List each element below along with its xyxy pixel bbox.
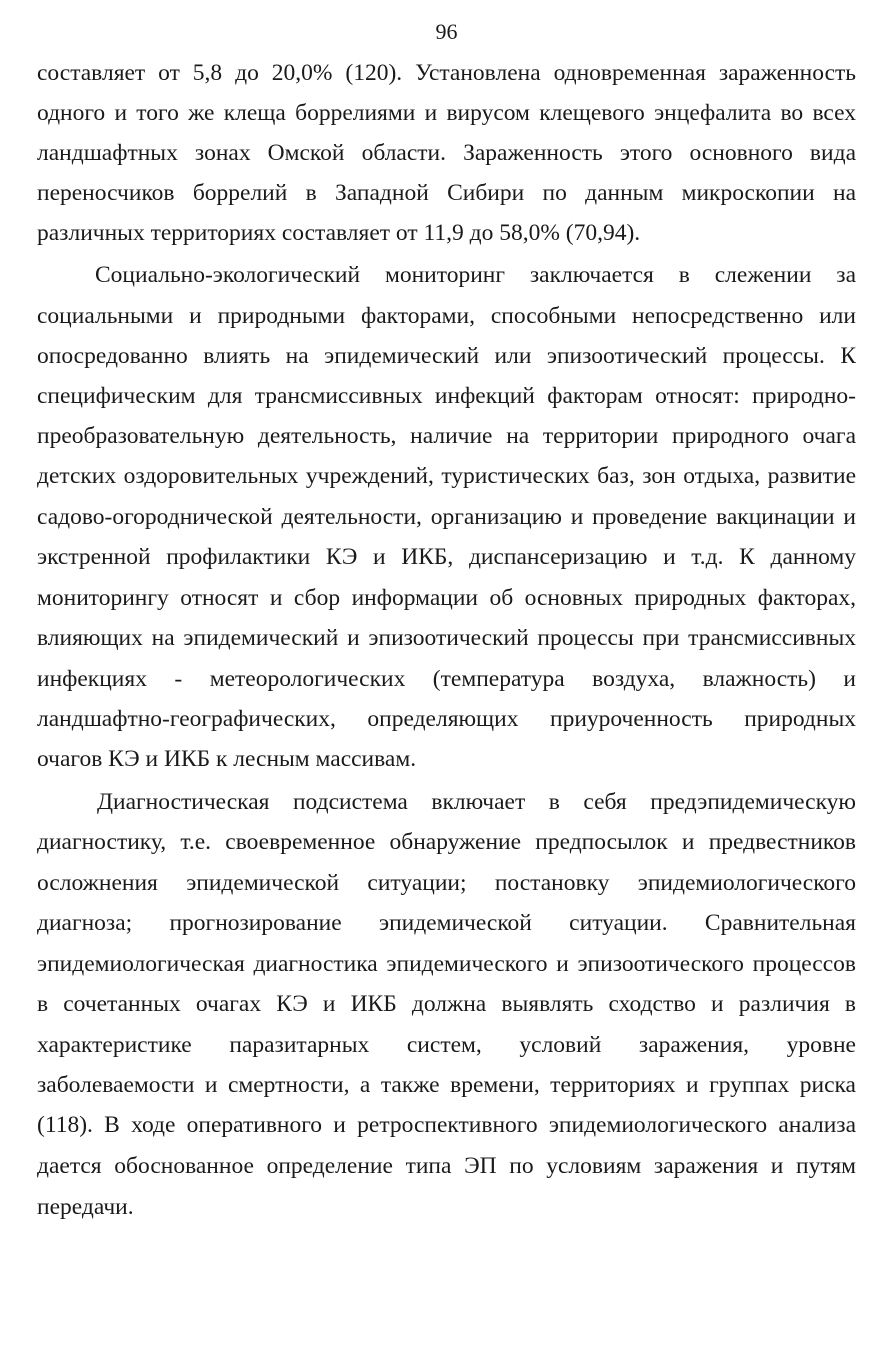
text-line: в сочетанных очагах КЭ и ИКБ должна выявлять сходство и различия в	[37, 991, 856, 1017]
text-line: детских оздоровительных учреждений, туристических баз, зон отдыха, развитие	[37, 463, 856, 489]
text-line: садово-огороднической деятельности, организацию и проведение вакцинации и	[37, 504, 856, 530]
text-line: Социально-экологический мониторинг заключается в слежении за	[95, 262, 856, 288]
text-line: (118). В ходе оперативного и ретроспективного эпидемиологического анализа	[37, 1112, 856, 1138]
text-line: влияющих на эпидемический и эпизоотический процессы при трансмиссивных	[37, 625, 856, 651]
text-line: характеристике паразитарных систем, условий заражения, уровне	[37, 1032, 856, 1058]
text-line: передачи.	[37, 1194, 134, 1220]
text-line: ландшафтных зонах Омской области. Зараженность этого основного вида	[37, 140, 856, 166]
page-number: 96	[435, 19, 458, 44]
text-line: специфическим для трансмиссивных инфекций факторам относят: природно-	[37, 383, 856, 409]
text-line: заболеваемости и смертности, а также времени, территориях и группах риска	[37, 1072, 856, 1098]
text-line: опосредованно влиять на эпидемический или эпизоотический процессы. К	[37, 343, 856, 369]
text-line: мониторингу относят и сбор информации об основных природных факторах,	[37, 585, 856, 611]
text-line: осложнения эпидемической ситуации; постановку эпидемиологического	[37, 870, 856, 896]
text-line: диагностику, т.е. своевременное обнаружение предпосылок и предвестников	[37, 829, 856, 855]
text-line: эпидемиологическая диагностика эпидемического и эпизоотического процессов	[37, 951, 856, 977]
text-line: социальными и природными факторами, способными непосредственно или	[37, 303, 856, 329]
text-line: одного и того же клеща боррелиями и вирусом клещевого энцефалита во всех	[37, 100, 856, 126]
text-line: составляет от 5,8 до 20,0% (120). Установлена одновременная зараженность	[37, 60, 856, 86]
text-line: очагов КЭ и ИКБ к лесным массивам.	[37, 746, 417, 772]
text-line: преобразовательную деятельность, наличие на территории природного очага	[37, 423, 856, 449]
text-line: экстренной профилактики КЭ и ИКБ, диспансеризацию и т.д. К данному	[37, 544, 856, 570]
text-line: инфекциях - метеорологических (температура воздуха, влажность) и	[37, 666, 856, 692]
text-line: переносчиков боррелий в Западной Сибири по данным микроскопии на	[37, 180, 856, 206]
text-line: различных территориях составляет от 11,9 до 58,0% (70,94).	[37, 220, 641, 246]
text-line: Диагностическая подсистема включает в себя предэпидемическую	[97, 789, 856, 815]
text-line: ландшафтно-географических, определяющих приуроченность природных	[37, 706, 856, 732]
text-line: дается обоснованное определение типа ЭП по условиям заражения и путям	[37, 1153, 856, 1179]
text-line: диагноза; прогнозирование эпидемической ситуации. Сравнительная	[37, 910, 856, 936]
